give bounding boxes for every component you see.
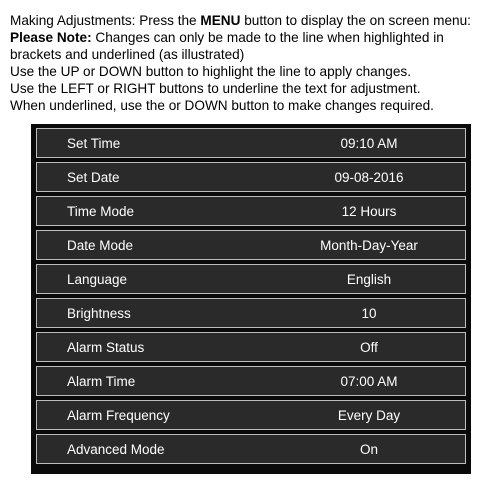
please-note-label: Please Note: [10, 30, 92, 45]
menu-row-label: Alarm Time [67, 373, 136, 389]
on-screen-menu [31, 124, 471, 474]
menu-row-date-mode[interactable] [36, 230, 466, 260]
menu-row-value: 10 [361, 305, 377, 321]
menu-row-alarm-time[interactable] [36, 366, 466, 396]
menu-row-alarm-frequency[interactable] [36, 400, 466, 430]
menu-row-label: Date Mode [67, 237, 134, 253]
menu-row-label: Alarm Status [67, 339, 145, 355]
menu-row-set-time[interactable] [36, 128, 466, 158]
menu-row-value: English [346, 271, 392, 287]
menu-row-label: Set Time [67, 135, 121, 151]
menu-row-set-date[interactable] [36, 162, 466, 192]
menu-row-value: 09:10 AM [340, 135, 398, 151]
menu-keyword: MENU [200, 13, 241, 28]
instruction-text: button to display the on screen menu: [240, 13, 471, 28]
menu-row-value: 07:00 AM [340, 373, 398, 389]
menu-row-label: Set Date [67, 169, 120, 185]
menu-row-label: Alarm Frequency [67, 407, 170, 423]
instruction-line-4: Use the UP or DOWN button to highlight the line to apply changes. [10, 64, 411, 79]
menu-row-value: Off [360, 339, 378, 355]
menu-row-value: On [359, 441, 378, 457]
menu-row-label: Time Mode [67, 203, 135, 219]
menu-row-time-mode[interactable] [36, 196, 466, 226]
menu-row-value: Every Day [337, 407, 401, 423]
menu-row-language[interactable] [36, 264, 466, 294]
menu-row-brightness[interactable] [36, 298, 466, 328]
menu-row-label: Language [67, 271, 128, 287]
menu-row-alarm-status[interactable] [36, 332, 466, 362]
instruction-line-2 [10, 29, 492, 46]
menu-row-label: Advanced Mode [67, 441, 165, 457]
menu-row-advanced-mode[interactable] [36, 434, 466, 464]
menu-row-value: 12 Hours [341, 203, 397, 219]
instruction-line-1 [10, 12, 492, 29]
instruction-line-5: Use the LEFT or RIGHT buttons to underline the text for adjustment. [10, 81, 421, 96]
instruction-line-3: brackets and underlined (as illustrated) [10, 47, 245, 62]
instruction-text: Making Adjustments: Press the [10, 13, 201, 28]
instruction-text: Changes can only be made to the line when highlighted in [91, 30, 444, 45]
menu-row-label: Brightness [67, 305, 131, 321]
instruction-line-6: When underlined, use the or DOWN button to make changes required. [10, 98, 434, 113]
menu-row-value: 09-08-2016 [334, 169, 404, 185]
instructions-text [10, 12, 492, 114]
menu-row-value: Month-Day-Year [320, 237, 418, 253]
